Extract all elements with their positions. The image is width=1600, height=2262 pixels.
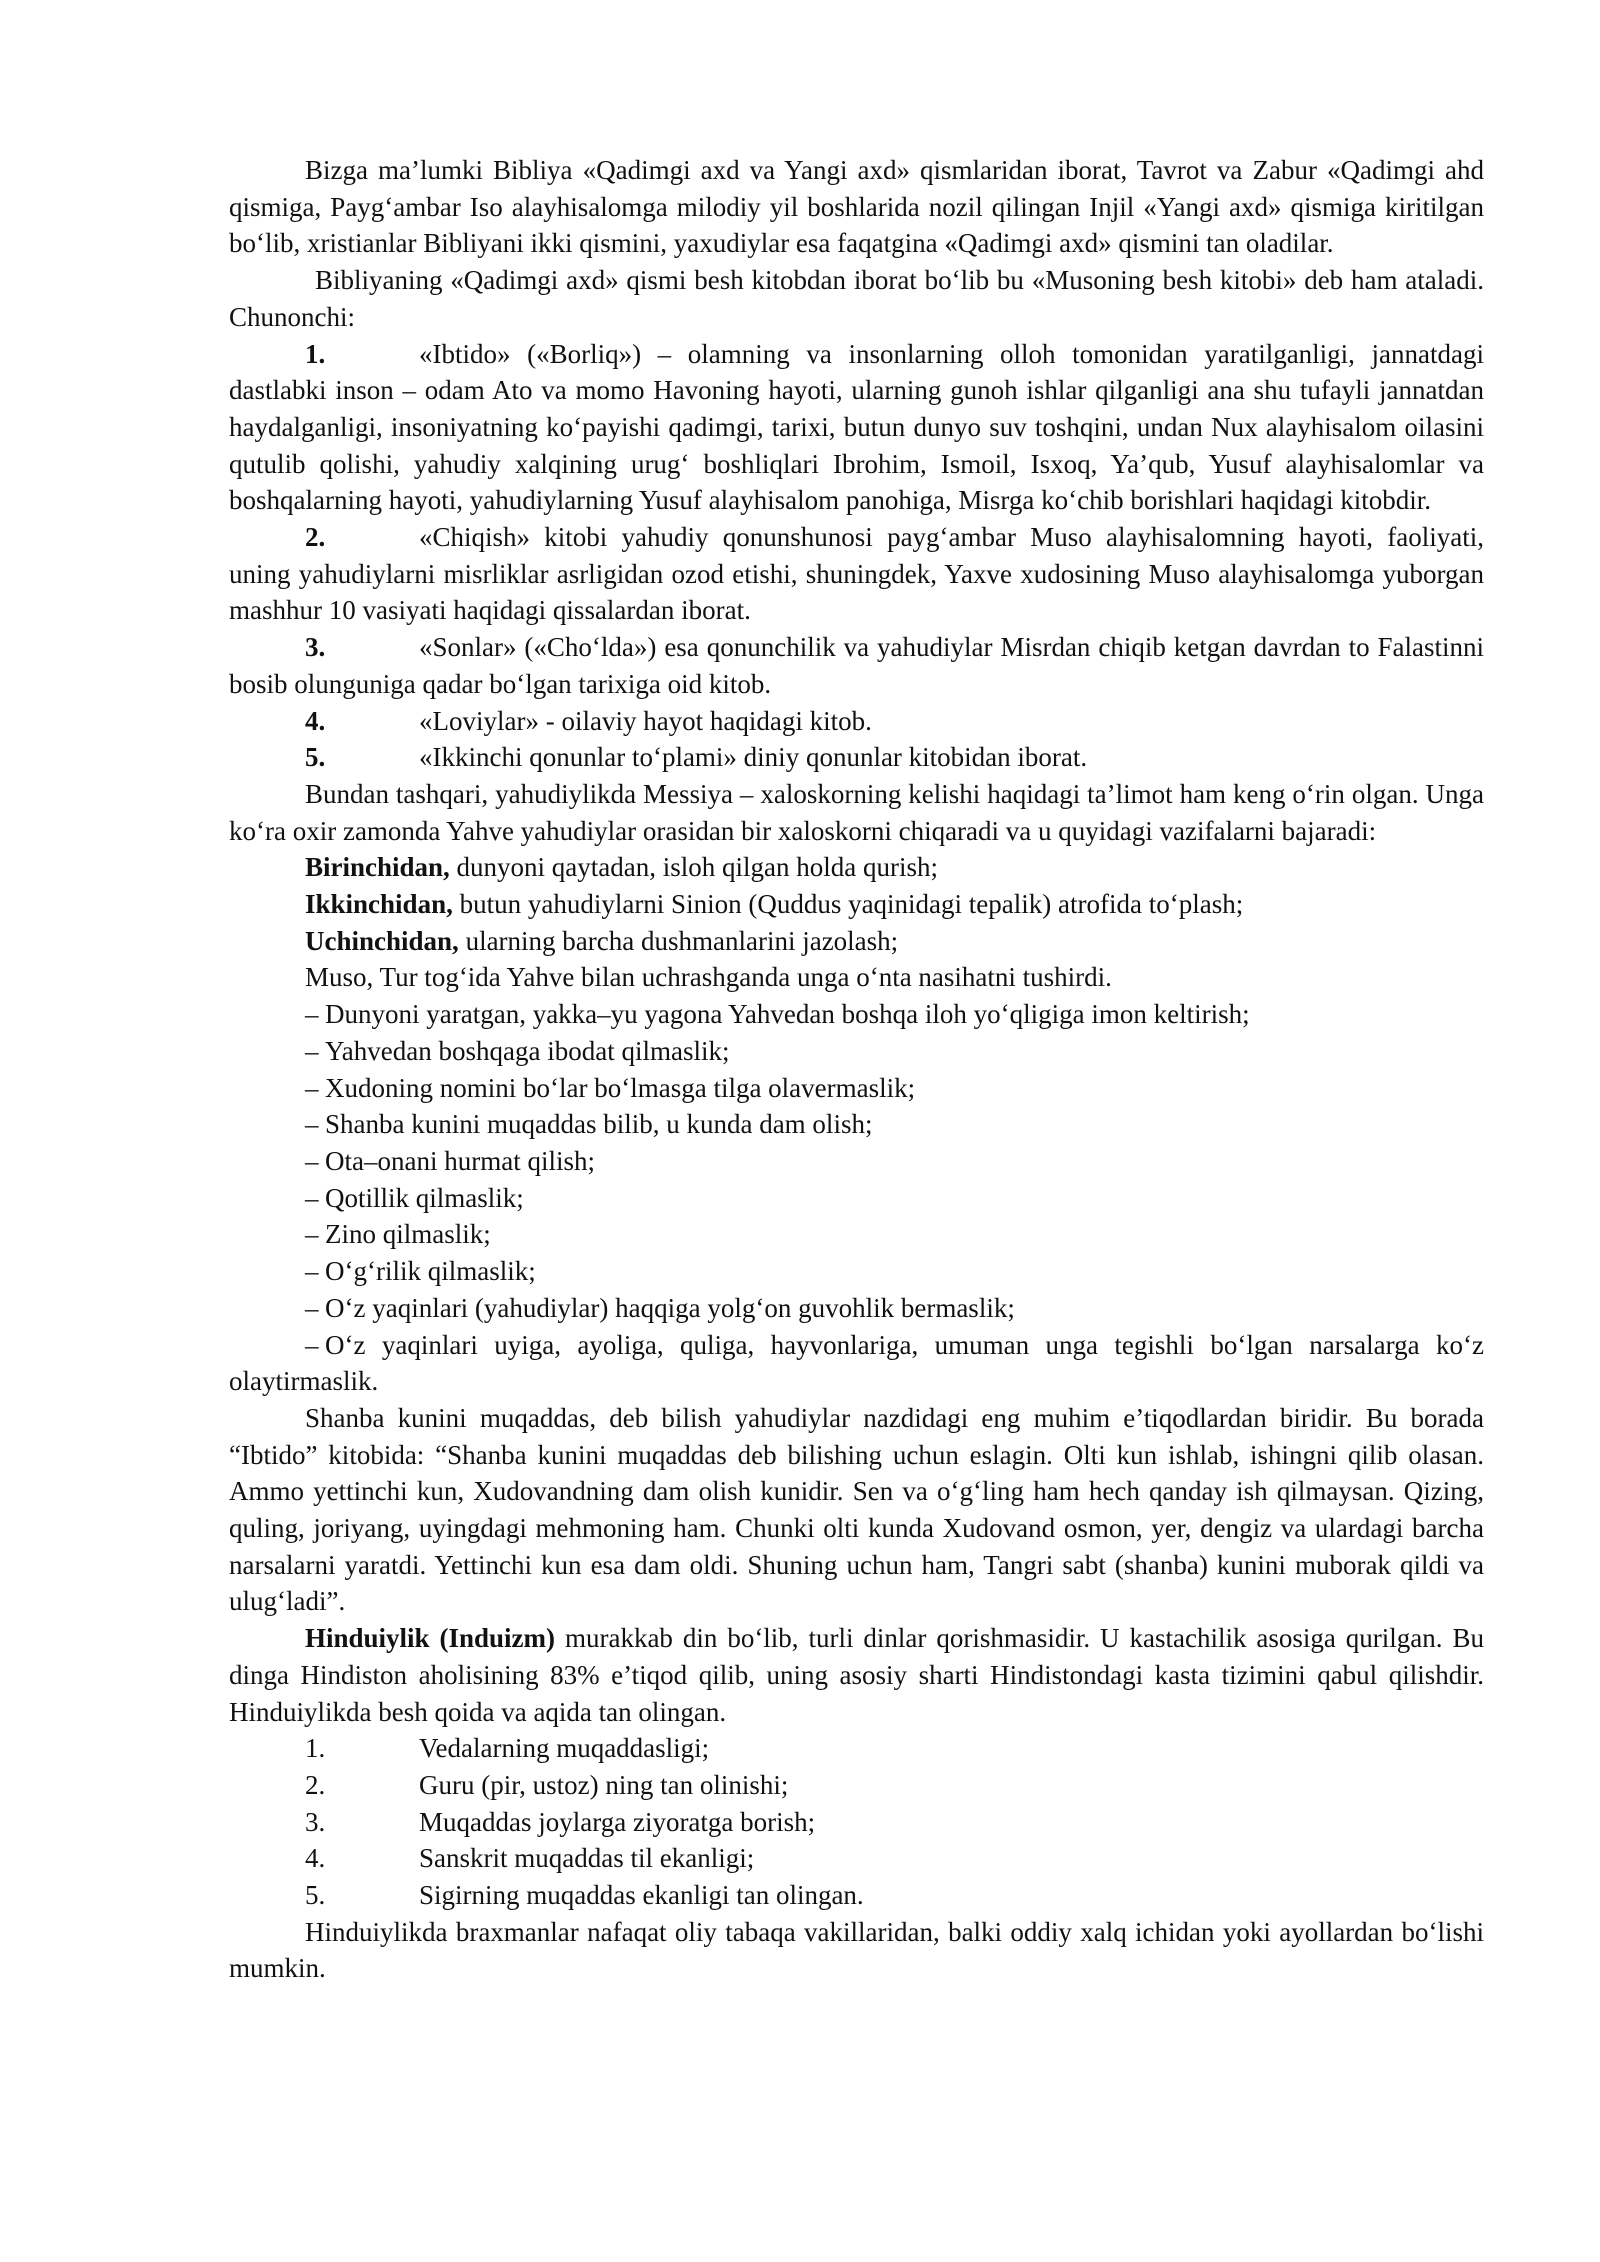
commandment-item xyxy=(229,996,1484,1033)
commandment-text: Qotillik qilmaslik; xyxy=(325,1182,524,1213)
list-number: 4. xyxy=(305,1843,326,1874)
dash-marker: – xyxy=(305,1292,319,1323)
commandment-text: Zino qilmaslik; xyxy=(325,1219,491,1250)
list-text: Vedalarning muqaddasligi; xyxy=(419,1733,710,1764)
list-item xyxy=(229,1730,1484,1767)
paragraph-messiah: Bundan tashqari, yahudiylikda Messiya – xaloskorning kelishi haqidagi ta’limot ham keng o‘rin olgan. Unga ko‘ra oxir zamonda Yahve yahudiylar orasidan bir xaloskorni chiqaradi va u quyidagi vazifalarni bajaradi: xyxy=(229,778,1484,846)
commandment-text: Ota–onani hurmat qilish; xyxy=(325,1145,595,1176)
list-text: «Sonlar» («Cho‘lda») esa qonunchilik va yahudiylar Misrdan chiqib ketgan davrdan to Falastinni bosib olunguniga qadar bo‘lgan tarixiga oid kitob. xyxy=(229,632,1484,699)
task-text: butun yahudiylarni Sinion (Quddus yaqinidagi tepalik) atrofida to‘plash; xyxy=(452,889,1244,920)
commandment-item xyxy=(229,1180,1484,1217)
task-text: ularning barcha dushmanlarini jazolash; xyxy=(458,925,899,956)
list-item xyxy=(229,519,1484,629)
commandment-item xyxy=(229,1033,1484,1070)
list-item xyxy=(229,629,1484,702)
list-item xyxy=(229,1804,1484,1841)
list-text: «Loviylar» - oilaviy hayot haqidagi kitob. xyxy=(419,705,872,736)
paragraph-old-testament: Bibliyaning «Qadimgi axd» qismi besh kitobdan iborat bo‘lib bu «Musoning besh kitobi» deb ham ataladi. Chunonchi: xyxy=(229,265,1484,332)
list-number: 5. xyxy=(305,1880,326,1911)
paragraph-brahmins: Hinduiylikda braxmanlar nafaqat oliy tabaqa vakillaridan, balki oddiy xalq ichidan yoki ayollardan bo‘lishi mumkin. xyxy=(229,1916,1484,1984)
dash-marker: – xyxy=(305,1109,319,1140)
commandment-item xyxy=(229,1216,1484,1253)
commandment-text: Shanba kunini muqaddas bilib, u kunda dam olish; xyxy=(325,1109,873,1140)
list-text: Muqaddas joylarga ziyoratga borish; xyxy=(419,1806,816,1837)
dash-marker: – xyxy=(305,1072,319,1103)
dash-marker: – xyxy=(305,1035,319,1066)
dash-marker: – xyxy=(305,1256,319,1287)
commandment-item xyxy=(229,1290,1484,1327)
commandment-text: Xudoning nomini bo‘lar bo‘lmasga tilga olavermaslik; xyxy=(325,1072,916,1103)
paragraph-hinduism xyxy=(229,1620,1484,1730)
list-number: 3. xyxy=(305,1806,326,1837)
document-page xyxy=(229,152,1484,1987)
dash-marker: – xyxy=(305,1145,319,1176)
dash-marker: – xyxy=(305,999,319,1030)
list-number: 2. xyxy=(305,522,326,553)
paragraph-moses: Muso, Tur tog‘ida Yahve bilan uchrashganda unga o‘nta nasihatni tushirdi. xyxy=(305,962,1112,993)
list-number: 1. xyxy=(305,338,326,369)
list-item xyxy=(229,703,1484,740)
task-line xyxy=(229,886,1484,923)
list-number: 3. xyxy=(305,632,326,663)
commandment-item xyxy=(229,1070,1484,1107)
list-text: «Ibtido» («Borliq») – olamning va insonlarning olloh tomonidan yaratilganligi, jannatdagi dastlabki inson – odam Ato va momo Havoning hayoti, ularning gunoh ishlar qilganligi ana shu tufayli jannatdan haydalganligi, insoniyatning ko‘payishi qadimgi, tarixi, butun dunyo suv toshqini, undan Nux alayhisalom oilasini qutulib qolishi, yahudiy xalqining urug‘ boshliqlari Ibrohim, Ismoil, Isxoq, Ya’qub, Yusuf alayhisalomlar va boshqalarning hayoti, yahudiylarning Yusuf alayhisalom panohiga, Misrga ko‘chib borishlari haqidagi kitobdir. xyxy=(229,338,1484,516)
paragraph-bible-intro: Bizga ma’lumki Bibliya «Qadimgi axd va Yangi axd» qismlaridan iborat, Tavrot va Zabur «Qadimgi ahd qismiga, Payg‘ambar Iso alayhisalomga milodiy yil boshlarida nozil qilingan Injil «Yangi axd» qismiga kiritilgan bo‘lib, xristianlar Bibliyani ikki qismini, yaxudiylar esa faqatgina «Qadimgi axd» qismini tan oladilar. xyxy=(229,155,1484,259)
dash-marker: – xyxy=(305,1182,319,1213)
list-text: Sanskrit muqaddas til ekanligi; xyxy=(419,1843,755,1874)
hinduism-text: murakkab din bo‘lib, turli dinlar qorishmasidir. U kastachilik asosiga qurilgan. Bu dinga Hindiston aholisining 83% e’tiqod qilib, uning asosiy sharti Hindistondagi kasta tizimini qabul qilishdir. Hinduiylikda besh qoida va aqida tan olingan. xyxy=(229,1623,1484,1727)
commandment-item xyxy=(229,1327,1484,1400)
task-line xyxy=(229,923,1484,960)
commandment-item xyxy=(229,1106,1484,1143)
task-label: Ikkinchidan, xyxy=(305,889,453,920)
commandment-item xyxy=(229,1253,1484,1290)
list-item xyxy=(229,336,1484,520)
list-text: Sigirning muqaddas ekanligi tan olingan. xyxy=(419,1880,864,1911)
task-text: dunyoni qaytadan, isloh qilgan holda qurish; xyxy=(449,852,938,883)
task-label: Uchinchidan, xyxy=(305,925,459,956)
commandment-text: O‘z yaqinlari (yahudiylar) haqqiga yolg‘on guvohlik bermaslik; xyxy=(325,1292,1015,1323)
list-number: 5. xyxy=(305,742,326,773)
task-line xyxy=(229,849,1484,886)
list-number: 2. xyxy=(305,1769,326,1800)
commandment-text: O‘z yaqinlari uyiga, ayoliga, quliga, hayvonlariga, umuman unga tegishli bo‘lgan narsalarga ko‘z olaytirmaslik. xyxy=(229,1329,1484,1397)
commandment-text: Dunyoni yaratgan, yakka–yu yagona Yahvedan boshqa iloh yo‘qligiga imon keltirish; xyxy=(325,999,1250,1030)
dash-marker: – xyxy=(305,1329,319,1360)
hinduism-heading: Hinduiylik (Induizm) xyxy=(305,1623,556,1654)
list-text: Guru (pir, ustoz) ning tan olinishi; xyxy=(419,1769,789,1800)
commandment-item xyxy=(229,1143,1484,1180)
list-item xyxy=(229,1840,1484,1877)
list-text: «Chiqish» kitobi yahudiy qonunshunosi payg‘ambar Muso alayhisalomning hayoti, faoliyati, uning yahudiylarni misrliklar asrligidan ozod etishi, shuningdek, Yaxve xudosining Muso alayhisalomga yuborgan mashhur 10 vasiyati haqidagi qissalardan iborat. xyxy=(229,522,1484,626)
list-item xyxy=(229,739,1484,776)
list-number: 1. xyxy=(305,1733,326,1764)
list-item xyxy=(229,1877,1484,1914)
task-label: Birinchidan, xyxy=(305,852,450,883)
paragraph-sabbath: Shanba kunini muqaddas, deb bilish yahudiylar nazdidagi eng muhim e’tiqodlardan biridir. Bu borada “Ibtido” kitobida: “Shanba kunini muqaddas deb bilishing uchun eslagin. Olti kun ishlab, ishingni qilib olasan. Ammo yettinchi kun, Xudovandning dam olish kunidir. Sen va o‘g‘ling ham hech qanday ish qilmaysan. Qizing, quling, joriyang, uyingdagi mehmoning ham. Chunki olti kunda Xudovand osmon, yer, dengiz va ulardagi barcha narsalarni yaratdi. Yettinchi kun esa dam oldi. Shuning uchun ham, Tangri sabt (shanba) kunini muborak qildi va ulug‘ladi”. xyxy=(229,1402,1484,1617)
list-text: «Ikkinchi qonunlar to‘plami» diniy qonunlar kitobidan iborat. xyxy=(419,742,1088,773)
dash-marker: – xyxy=(305,1219,319,1250)
commandment-text: Yahvedan boshqaga ibodat qilmaslik; xyxy=(325,1035,730,1066)
list-number: 4. xyxy=(305,705,326,736)
list-item xyxy=(229,1767,1484,1804)
commandment-text: O‘g‘rilik qilmaslik; xyxy=(325,1256,536,1287)
